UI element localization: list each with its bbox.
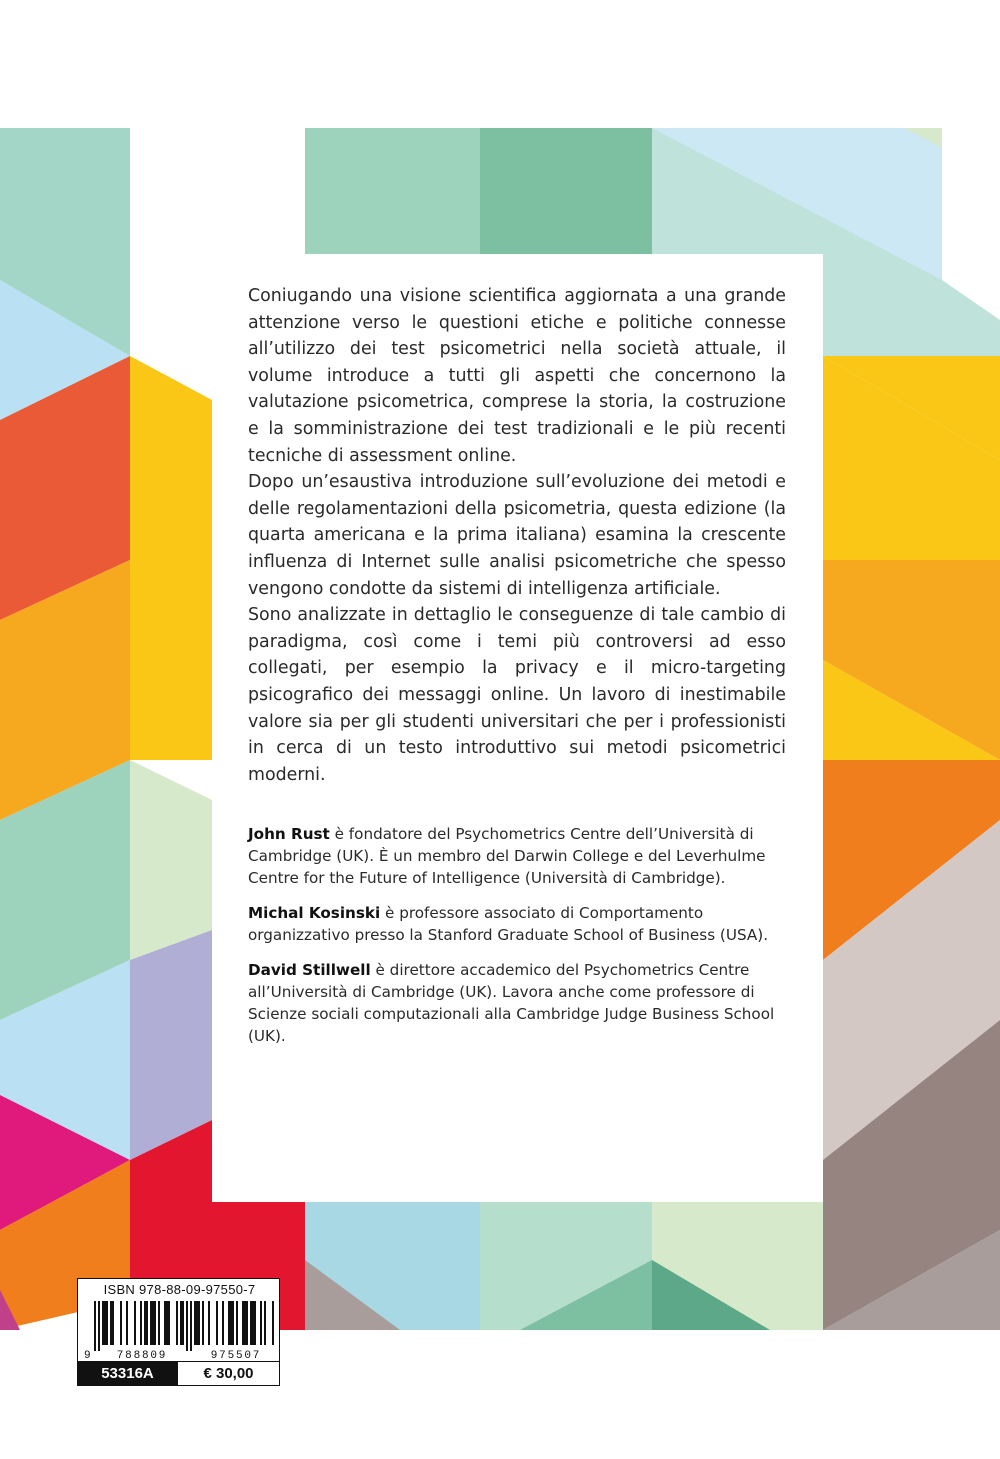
barcode-bar <box>260 1301 262 1345</box>
barcode-bar <box>244 1301 246 1345</box>
tile-top-1 <box>305 128 480 254</box>
author-bio <box>248 823 786 889</box>
barcode-bar <box>180 1301 182 1345</box>
barcode-bar <box>272 1301 274 1345</box>
tile-col2-4 <box>130 930 212 1160</box>
author-name: David Stillwell <box>248 961 371 979</box>
author-bio-text: è fondatore del Psychometrics Centre dell’Università di Cambridge (UK). È un membro del Darwin College e del Leverhulme Centre for the Future of Intelligence (Università di Cambridge). <box>248 825 766 887</box>
price: € 30,00 <box>177 1362 279 1386</box>
tile-right-1 <box>823 280 1000 356</box>
barcode-bar <box>164 1301 166 1345</box>
description-paragraph-1: Coniugando una visione scientifica aggiornata a una grande attenzione verso le questioni etiche e politiche connesse all’utilizzo dei test psicometrici nella società attuale, il volume introduce a tutti gli aspetti che concernono la valutazione psicometrica, comprese la storia, la costruzione e la somministrazione dei test tradizionali e le più recenti tecniche di assessment online. <box>248 286 786 466</box>
barcode-bar <box>182 1301 184 1345</box>
author-bio <box>248 902 786 946</box>
isbn-text: ISBN 978-88-09-97550-7 <box>103 1282 256 1297</box>
barcode-bar <box>264 1301 266 1345</box>
barcode-bar <box>208 1301 210 1345</box>
author-name: Michal Kosinski <box>248 904 381 922</box>
barcode-digits: 975507 <box>210 1350 262 1361</box>
book-description <box>248 283 786 788</box>
barcode-bar <box>140 1301 142 1345</box>
barcode-bar <box>168 1301 170 1345</box>
barcode-bar <box>94 1301 96 1351</box>
price-row <box>78 1361 279 1386</box>
author-name: John Rust <box>248 825 330 843</box>
barcode-bar <box>146 1301 148 1345</box>
barcode-bar <box>126 1301 128 1345</box>
author-bios <box>248 823 786 1060</box>
author-bio-text: è direttore accademico del Psychometrics Centre all’Università di Cambridge (UK). Lavora anche come professore di Scienze sociali computazionali alla Cambridge Judge Business School (UK). <box>248 961 775 1045</box>
barcode-bar <box>144 1301 146 1345</box>
barcode-bar <box>198 1301 200 1345</box>
barcode-digits: 788809 <box>116 1350 168 1361</box>
barcode-bar <box>152 1301 154 1345</box>
barcode-bar <box>102 1301 104 1345</box>
barcode-bar <box>134 1301 136 1345</box>
barcode-bar <box>254 1301 256 1345</box>
author-bio-text: è professore associato di Comportamento organizzativo presso la Stanford Graduate School of Business (USA). <box>248 904 769 944</box>
barcode-bar <box>202 1301 204 1345</box>
barcode-bar <box>242 1301 244 1345</box>
barcode-bar <box>252 1301 254 1345</box>
tile-col2-1 <box>130 356 212 560</box>
barcode-bar <box>106 1301 108 1345</box>
tile-col2-3 <box>130 760 212 960</box>
barcode-bar <box>190 1301 192 1351</box>
barcode-bar <box>150 1301 152 1345</box>
barcode <box>82 1301 276 1361</box>
barcode-bar <box>246 1301 248 1345</box>
barcode-bar <box>232 1301 234 1345</box>
barcode-bar <box>250 1301 252 1345</box>
barcode-bar <box>236 1301 238 1345</box>
barcode-bar <box>186 1301 188 1351</box>
barcode-bar <box>230 1301 232 1345</box>
barcode-bar <box>196 1301 198 1345</box>
barcode-digits: 9 <box>84 1350 93 1361</box>
barcode-bar <box>216 1301 218 1345</box>
tile-left-1 <box>0 128 130 280</box>
barcode-bar <box>112 1301 114 1345</box>
barcode-bar <box>104 1301 106 1345</box>
barcode-bar <box>158 1301 160 1345</box>
author-bio <box>248 959 786 1047</box>
barcode-bar <box>120 1301 122 1345</box>
product-code: 53316A <box>78 1362 177 1386</box>
barcode-label <box>77 1278 280 1386</box>
description-paragraph-2: Dopo un’esaustiva introduzione sull’evoluzione dei metodi e delle regolamentazioni della psicometria, questa edizione (la quarta americana e la prima italiana) esamina la crescente influenza di Internet sulle analisi psicometriche che spesso vengono condotte da sistemi di intelligenza artificiale. <box>248 472 786 599</box>
tile-col2-2 <box>130 560 212 760</box>
barcode-bar <box>228 1301 230 1345</box>
tile-top-2 <box>480 128 652 254</box>
barcode-bar <box>194 1301 196 1345</box>
barcode-bar <box>154 1301 156 1345</box>
barcode-bar <box>222 1301 224 1345</box>
barcode-bar <box>110 1301 112 1345</box>
description-paragraph-3: Sono analizzate in dettaglio le conseguenze di tale cambio di paradigma, così come i temi più controversi ad esso collegati, per esempio la privacy e il micro-targeting psicografico dei messaggi online. Un lavoro di inestimabile valore sia per gli studenti universitari che per i professionisti in cerca di un testo introduttivo sui metodi psicometrici moderni. <box>248 605 786 785</box>
barcode-bar <box>176 1301 178 1345</box>
barcode-bar <box>98 1301 100 1351</box>
barcode-bar <box>166 1301 168 1345</box>
